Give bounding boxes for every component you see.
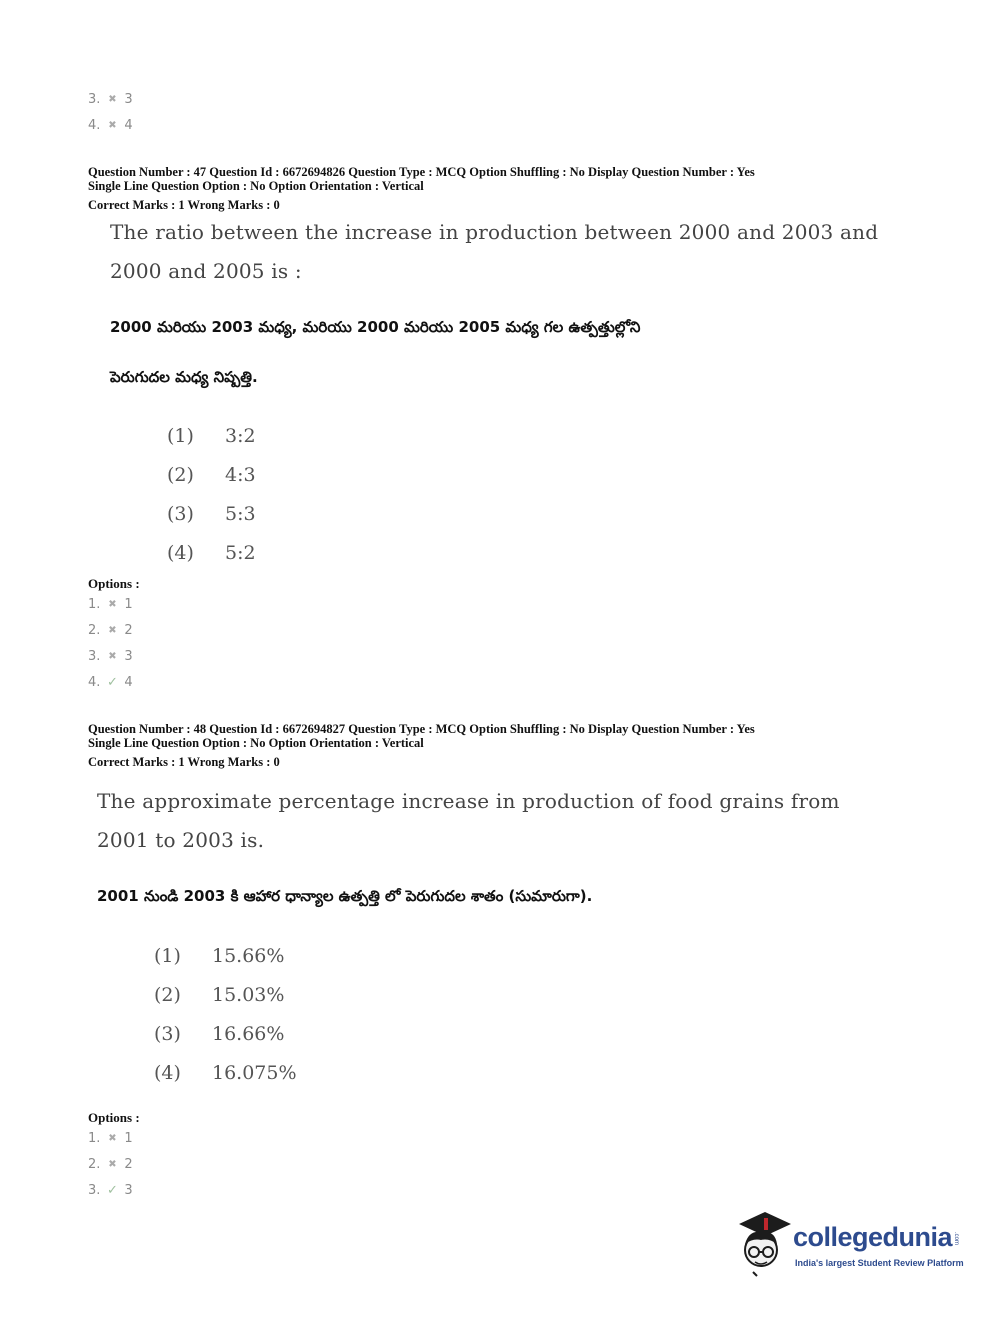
question-meta-line: Single Line Question Option : No Option Orientation : Vertical bbox=[88, 179, 424, 193]
option-number: 3. bbox=[88, 649, 101, 664]
answer-choice bbox=[167, 542, 256, 564]
option-value: 3 bbox=[124, 649, 133, 664]
answer-value: 5:3 bbox=[225, 503, 256, 525]
option-value: 3 bbox=[124, 92, 133, 107]
answer-number: (4) bbox=[167, 542, 194, 564]
option-row bbox=[88, 1131, 133, 1146]
answer-value: 16.075% bbox=[212, 1062, 297, 1084]
option-number: 1. bbox=[88, 597, 101, 612]
option-number: 4. bbox=[88, 675, 101, 690]
wrong-mark-icon: ✖ bbox=[108, 625, 117, 636]
option-row bbox=[88, 92, 133, 107]
option-number: 1. bbox=[88, 1131, 101, 1146]
logo-brand-text: collegedunia bbox=[793, 1222, 953, 1252]
answer-number: (2) bbox=[154, 984, 181, 1006]
question-text-english: The ratio between the increase in production between 2000 and 2003 and bbox=[110, 220, 879, 244]
question-meta-line: Question Number : 47 Question Id : 6672694826 Question Type : MCQ Option Shuffling : No Display Question Number : Yes bbox=[88, 165, 755, 179]
answer-value: 16.66% bbox=[212, 1023, 285, 1045]
logo-domain-text: .com bbox=[953, 1232, 959, 1246]
answer-number: (3) bbox=[154, 1023, 181, 1045]
check-mark-icon: ✓ bbox=[106, 1183, 118, 1198]
answer-value: 4:3 bbox=[225, 464, 256, 486]
question-text-english: 2001 to 2003 is. bbox=[97, 828, 265, 852]
option-row bbox=[88, 118, 133, 133]
answer-number: (1) bbox=[154, 945, 181, 967]
answer-number: (4) bbox=[154, 1062, 181, 1084]
question-meta-line: Single Line Question Option : No Option Orientation : Vertical bbox=[88, 736, 424, 750]
wrong-mark-icon: ✖ bbox=[108, 94, 117, 105]
option-number: 3. bbox=[88, 92, 101, 107]
wrong-mark-icon: ✖ bbox=[108, 120, 117, 131]
option-value: 2 bbox=[124, 623, 133, 638]
option-value: 4 bbox=[124, 118, 133, 133]
option-row bbox=[88, 623, 133, 638]
option-value: 3 bbox=[124, 1183, 133, 1198]
option-value: 1 bbox=[124, 597, 133, 612]
answer-value: 3:2 bbox=[225, 425, 256, 447]
collegedunia-logo bbox=[735, 1210, 965, 1280]
question-text-telugu: 2001 నుండి 2003 కి ఆహార ధాన్యాల ఉత్పత్తి లో పెరుగుదల శాతం (సుమారుగా). bbox=[97, 887, 593, 905]
question-text-english: 2000 and 2005 is : bbox=[110, 259, 302, 283]
option-value: 1 bbox=[124, 1131, 133, 1146]
answer-choice bbox=[154, 984, 284, 1006]
wrong-mark-icon: ✖ bbox=[108, 651, 117, 662]
option-number: 2. bbox=[88, 1157, 101, 1172]
marks-line: Correct Marks : 1 Wrong Marks : 0 bbox=[88, 755, 280, 769]
answer-choice bbox=[154, 1062, 297, 1084]
wrong-mark-icon: ✖ bbox=[108, 599, 117, 610]
option-row bbox=[88, 1183, 133, 1198]
option-row bbox=[88, 649, 133, 664]
options-label: Options : bbox=[88, 1110, 140, 1125]
question-text-telugu: 2000 మరియు 2003 మధ్య, మరియు 2000 మరియు 2005 మధ్య గల ఉత్పత్తుల్లోని bbox=[110, 318, 641, 336]
answer-number: (3) bbox=[167, 503, 194, 525]
answer-choice bbox=[167, 503, 256, 525]
answer-number: (1) bbox=[167, 425, 194, 447]
option-row bbox=[88, 675, 133, 690]
check-mark-icon: ✓ bbox=[106, 675, 118, 690]
marks-line: Correct Marks : 1 Wrong Marks : 0 bbox=[88, 198, 280, 212]
question-meta-line: Question Number : 48 Question Id : 6672694827 Question Type : MCQ Option Shuffling : No Display Question Number : Yes bbox=[88, 722, 755, 736]
answer-choice bbox=[154, 945, 284, 967]
option-row bbox=[88, 1157, 133, 1172]
answer-choice bbox=[167, 464, 256, 486]
option-value: 2 bbox=[124, 1157, 133, 1172]
option-number: 2. bbox=[88, 623, 101, 638]
option-number: 3. bbox=[88, 1183, 101, 1198]
mascot-icon bbox=[735, 1210, 793, 1280]
answer-value: 15.66% bbox=[212, 945, 285, 967]
option-number: 4. bbox=[88, 118, 101, 133]
answer-number: (2) bbox=[167, 464, 194, 486]
question-text-english: The approximate percentage increase in production of food grains from bbox=[97, 789, 840, 813]
wrong-mark-icon: ✖ bbox=[108, 1133, 117, 1144]
wrong-mark-icon: ✖ bbox=[108, 1159, 117, 1170]
option-value: 4 bbox=[124, 675, 133, 690]
answer-choice bbox=[154, 1023, 284, 1045]
options-label: Options : bbox=[88, 576, 140, 591]
answer-value: 15.03% bbox=[212, 984, 285, 1006]
answer-choice bbox=[167, 425, 256, 447]
logo-tagline: India's largest Student Review Platform bbox=[795, 1258, 964, 1268]
question-text-telugu: పెరుగుదల మధ్య నిష్పత్తి. bbox=[110, 368, 258, 386]
answer-value: 5:2 bbox=[225, 542, 256, 564]
option-row bbox=[88, 597, 133, 612]
